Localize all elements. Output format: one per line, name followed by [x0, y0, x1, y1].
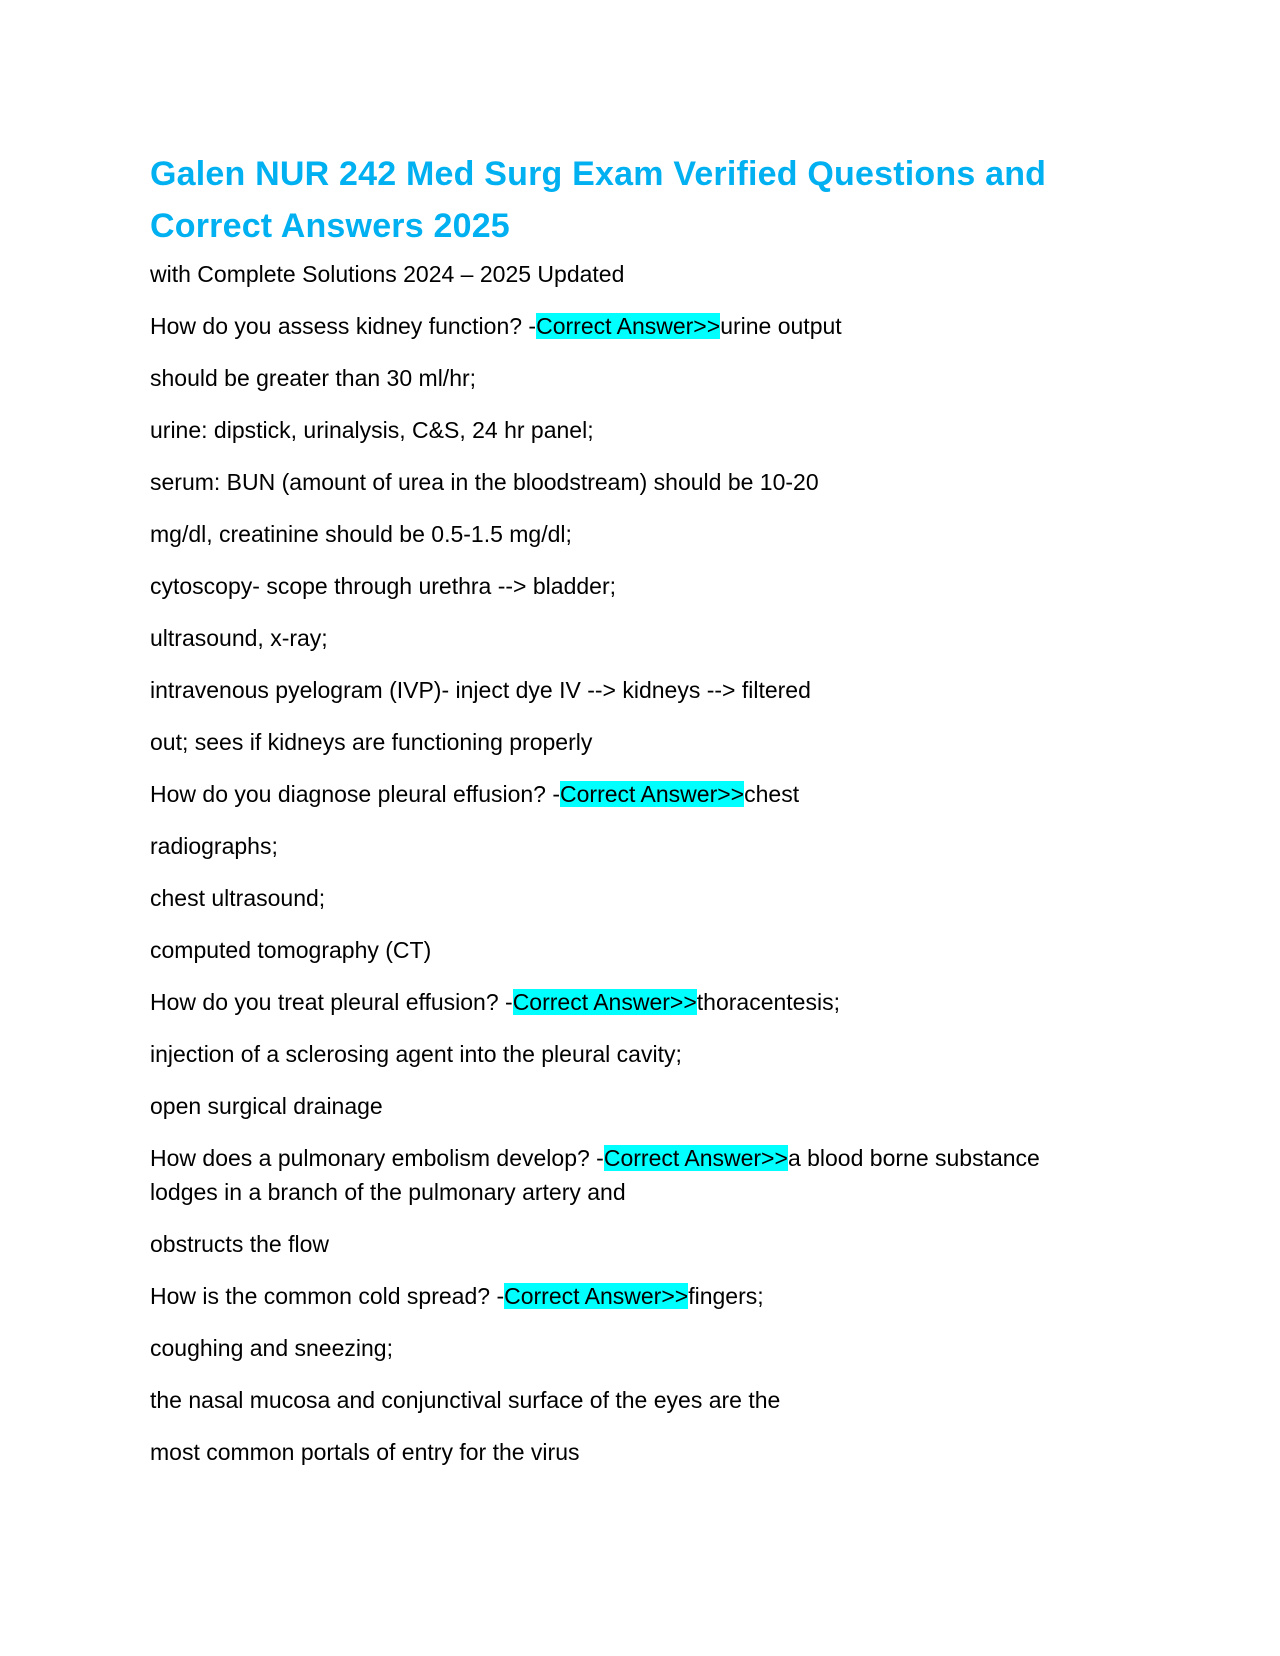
answer-start: urine output: [720, 313, 842, 339]
answer-line: the nasal mucosa and conjunctival surface of the eyes are the: [150, 1387, 781, 1413]
answer-line: serum: BUN (amount of urea in the bloodstream) should be 10-20: [150, 469, 819, 495]
answer-line: should be greater than 30 ml/hr;: [150, 365, 477, 391]
question-text: How does a pulmonary embolism develop? -: [150, 1145, 604, 1171]
answer-line: urine: dipstick, urinalysis, C&S, 24 hr panel;: [150, 417, 594, 443]
answer-line: ultrasound, x-ray;: [150, 625, 328, 651]
answer-line: coughing and sneezing;: [150, 1335, 393, 1361]
answer-start: thoracentesis;: [696, 989, 840, 1015]
question-text: How do you assess kidney function? -: [150, 313, 537, 339]
correct-answer-marker: Correct Answer>>: [603, 1145, 788, 1171]
answer-line: radiographs;: [150, 833, 278, 859]
question-line: [150, 988, 1150, 1016]
question-line: [150, 1282, 1150, 1310]
question-line: [150, 780, 1150, 808]
correct-answer-marker: Correct Answer>>: [504, 1283, 689, 1309]
question-line: [150, 312, 1150, 340]
document-page: [150, 148, 1150, 1490]
answer-line: obstructs the flow: [150, 1231, 329, 1257]
document-title: Galen NUR 242 Med Surg Exam Verified Questions and Correct Answers 2025: [150, 155, 1047, 245]
answer-line: mg/dl, creatinine should be 0.5-1.5 mg/dl;: [150, 521, 572, 547]
answer-line: chest ultrasound;: [150, 885, 326, 911]
answer-line: intravenous pyelogram (IVP)- inject dye IV --> kidneys --> filtered: [150, 677, 811, 703]
answer-start: a blood borne substance: [787, 1145, 1040, 1171]
correct-answer-marker: Correct Answer>>: [560, 781, 745, 807]
answer-line: most common portals of entry for the virus: [150, 1439, 580, 1465]
answer-line: open surgical drainage: [150, 1093, 383, 1119]
question-text: How is the common cold spread? -: [150, 1283, 505, 1309]
correct-answer-marker: Correct Answer>>: [536, 313, 721, 339]
answer-line: injection of a sclerosing agent into the pleural cavity;: [150, 1041, 682, 1067]
answer-line: out; sees if kidneys are functioning properly: [150, 729, 593, 755]
question-line: [150, 1144, 1150, 1172]
answer-line: cytoscopy- scope through urethra --> bladder;: [150, 573, 616, 599]
answer-line: computed tomography (CT): [150, 937, 432, 963]
document-subtitle: with Complete Solutions 2024 – 2025 Updated: [150, 261, 625, 287]
question-text: How do you treat pleural effusion? -: [150, 989, 513, 1015]
question-text: How do you diagnose pleural effusion? -: [150, 781, 561, 807]
answer-start: fingers;: [688, 1283, 764, 1309]
answer-start: chest: [744, 781, 800, 807]
correct-answer-marker: Correct Answer>>: [512, 989, 697, 1015]
answer-wrap-line: lodges in a branch of the pulmonary artery and: [150, 1179, 626, 1205]
